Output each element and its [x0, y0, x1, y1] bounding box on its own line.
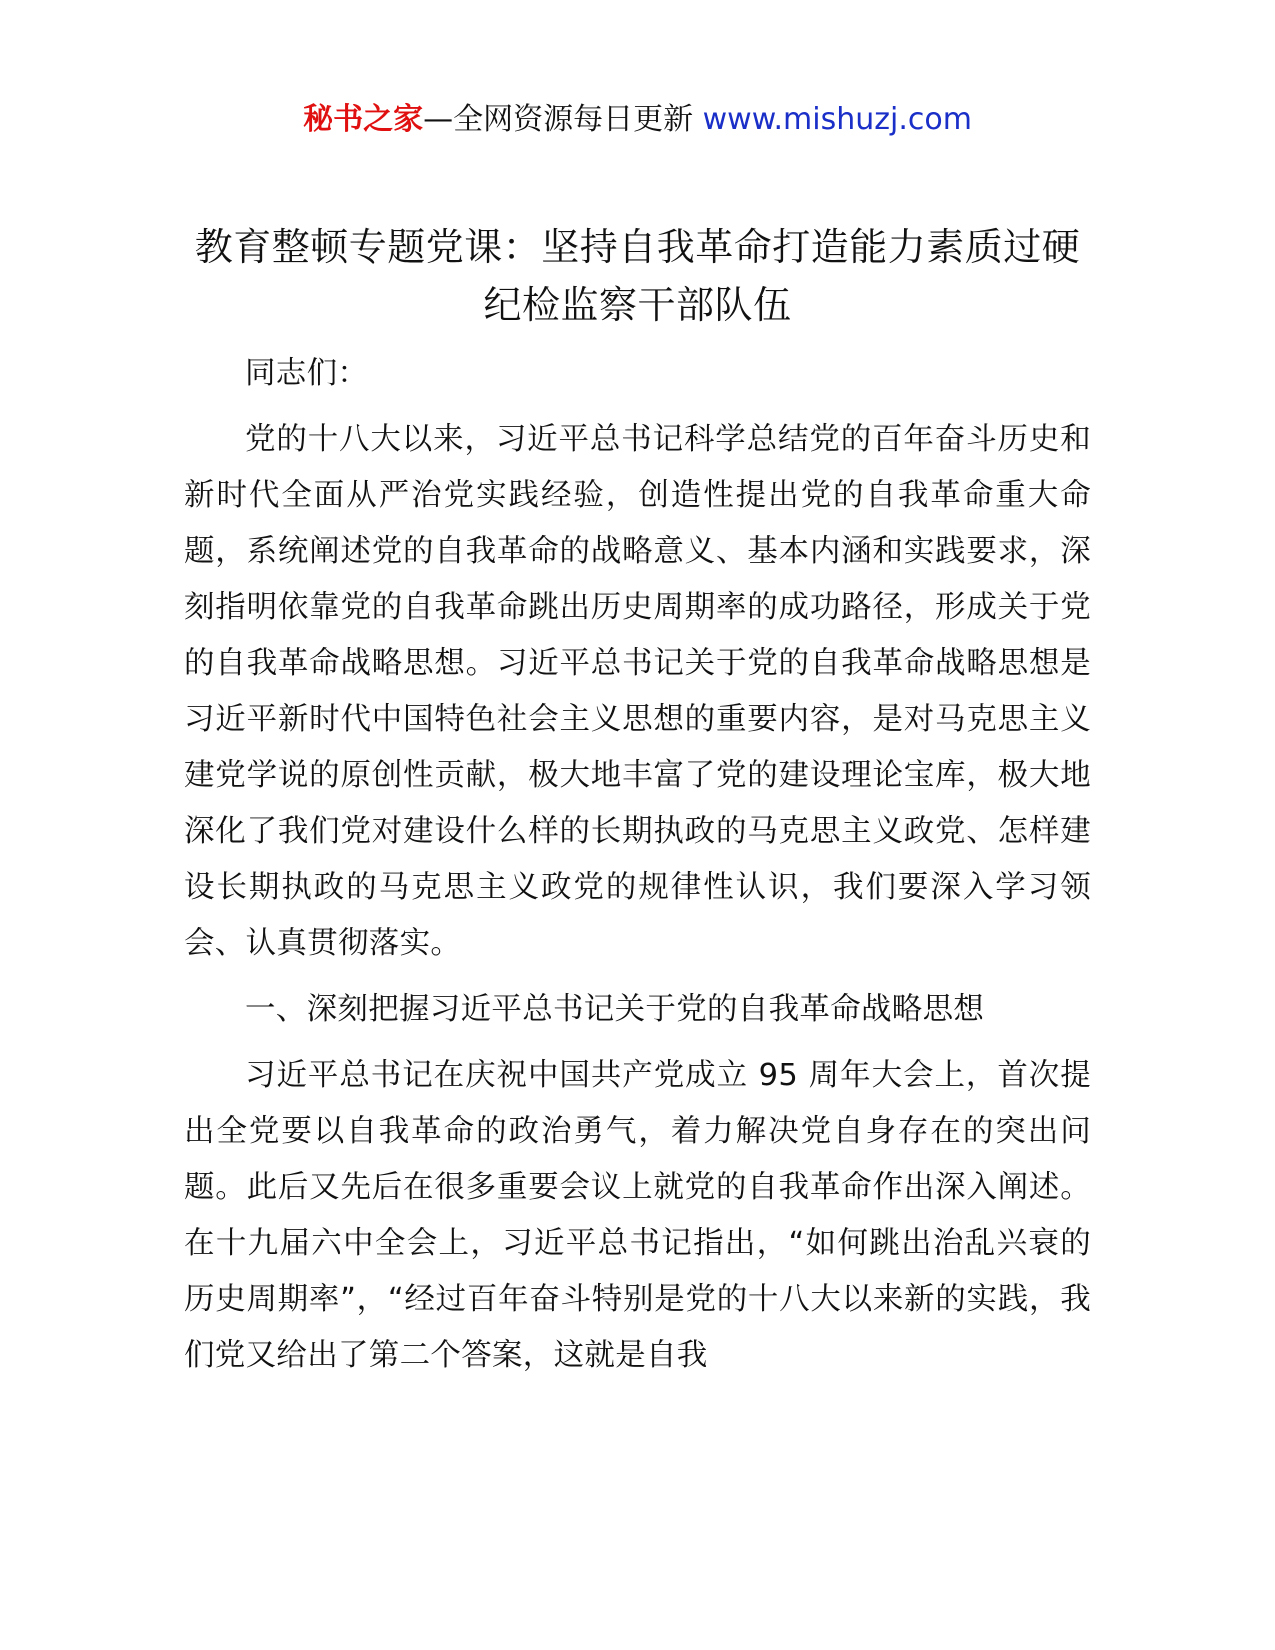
body-paragraph: 习近平总书记在庆祝中国共产党成立 95 周年大会上，首次提出全党要以自我革命的政治勇气，着力解决党自身存在的突出问题。此后又先后在很多重要会议上就党的自我革命作出深入阐述。在十九届六中全会上，习近平总书记指出，“如何跳出治乱兴衰的历史周期率”，“经过百年奋斗特别是党的十八大以来新的实践，我们党又给出了第二个答案，这就是自我 — [184, 1058, 1091, 1373]
body-paragraph: 党的十八大以来，习近平总书记科学总结党的百年奋斗历史和新时代全面从严治党实践经验，创造性提出党的自我革命重大命题，系统阐述党的自我革命的战略意义、基本内涵和实践要求，深刻指明依靠党的自我革命跳出历史周期率的成功路径，形成关于党的自我革命战略思想。习近平总书记关于党的自我革命战略思想是习近平新时代中国特色社会主义思想的重要内容，是对马克思主义建党学说的原创性贡献，极大地丰富了党的建设理论宝库，极大地深化了我们党对建设什么样的长期执政的马克思主义政党、怎样建设长期执政的马克思主义政党的规律性认识，我们要深入学习领会、认真贯彻落实。 — [184, 422, 1091, 961]
salutation: 同志们： — [245, 356, 369, 391]
document-body — [184, 346, 1091, 1384]
document-title: 教育整顿专题党课：坚持自我革命打造能力素质过硬纪检监察干部队伍 — [194, 225, 1081, 327]
brand-name: 秘书之家 — [303, 102, 424, 137]
page-header — [0, 100, 1275, 140]
section-heading: 一、深刻把握习近平总书记关于党的自我革命战略思想 — [245, 992, 985, 1027]
website-url[interactable]: www.mishuzj.com — [702, 102, 972, 137]
header-slogan: —全网资源每日更新 — [423, 102, 703, 137]
